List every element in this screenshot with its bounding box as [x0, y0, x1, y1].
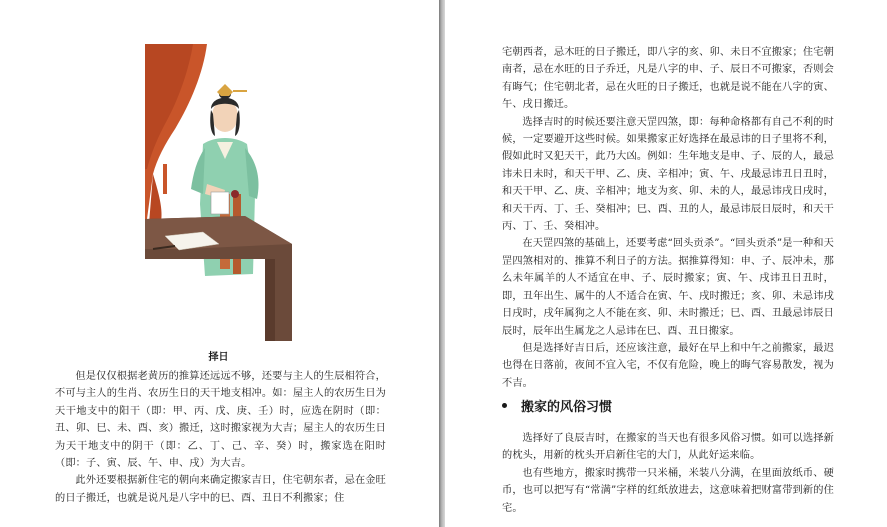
paragraph: 也有些地方，搬家时携带一只米桶，米装八分满，在里面放纸币、硬币，也可以把写有“常满”字样的红纸放进去，这意味着把财富带到新的住宅。 [502, 467, 834, 514]
paragraph: 宅朝西者，忌木旺的日子搬迁，即八字的亥、卯、未日不宜搬家；住宅朝南者，忌在水旺的日子乔迁，凡是八字的申、子、辰日不可搬家，否则会有晦气；住宅朝北者，忌在火旺的日子搬迁，也就是说不能在八字的寅、午、戌日搬迁。 [502, 47, 834, 111]
illustration-caption: 择日 [208, 352, 229, 363]
right-page-body-bottom [502, 430, 834, 517]
section-heading-text: 搬家的风俗习惯 [521, 400, 613, 415]
right-page [445, 0, 887, 527]
illustration-scholar-choosing-day [145, 44, 292, 341]
right-page-body-top [502, 44, 834, 392]
left-page [0, 0, 439, 527]
paragraph: 选择好了良辰吉时，在搬家的当天也有很多风俗习惯。如可以选择新的枕头，用新的枕头开启新住宅的大门，从此好运来临。 [502, 433, 834, 462]
paragraph: 选择吉时的时候还要注意天罡四煞，即：每种命格都有自己不利的时候，一定要避开这些时候。如果搬家正好选择在最忌讳的日子里将不利，假如此时又犯天干，此乃大凶。例如：生年地支是申、子、辰的人，最忌讳未日未时，和天干甲、乙、庚、辛相冲；寅、午、戌最忌讳丑日丑时，和天干甲、乙、庚、辛相冲；地支为亥、卯、未的人，最忌讳戌日戌时，和天干丙、丁、壬、癸相冲；巳、酉、丑的人，最忌讳辰日辰时，和天干丙、丁、壬、癸相冲。 [502, 116, 834, 233]
bullet-icon [502, 403, 507, 408]
paragraph: 在天罡四煞的基础上，还要考虑“回头贡杀”。“回头贡杀”是一种和天罡四煞相对的、推算不利日子的方法。据推算得知：申、子、辰冲未，那么未年属羊的人不适宜在申、子、辰时搬家；寅、午、戌讳丑日丑时，即，丑年出生、属牛的人不适合在寅、午、戌时搬迁；亥、卯、未忌讳戌日戌时，戌年属狗之人不能在亥、卯、未时搬迁；巳、酉、丑最忌讳辰日辰时，辰年出生属龙之人忌讳在巳、酉、丑日搬家。 [502, 238, 834, 337]
section-heading [502, 396, 834, 415]
paragraph: 但是选择好吉日后，还应该注意，最好在早上和中午之前搬家，最迟也得在日落前，夜间不宜入宅，不仅有危险，晚上的晦气容易散发，视为不吉。 [502, 342, 834, 389]
illustration-art [145, 44, 292, 341]
left-page-body [55, 368, 386, 507]
paragraph: 此外还要根据新住宅的朝向来确定搬家吉日，住宅朝东者，忌在金旺的日子搬迁，也就是说凡是八字中的巳、酉、丑日不利搬家；住 [55, 475, 386, 504]
paragraph: 但是仅仅根据老黄历的推算还远远不够，还要与主人的生辰相符合，不可与主人的生肖、农历生日的天干地支相冲。如：屋主人的农历生日为天干地支中的阳干（即：甲、丙、戊、庚、壬）时，应选在阴时（即：丑、卯、巳、未、酉、亥）搬迁，这时搬家视为大吉；屋主人的农历生日为天干地支中的阴干（即：乙、丁、己、辛、癸）时，搬家选在阳时（即：子、寅、辰、午、申、戌）为大吉。 [55, 371, 386, 470]
